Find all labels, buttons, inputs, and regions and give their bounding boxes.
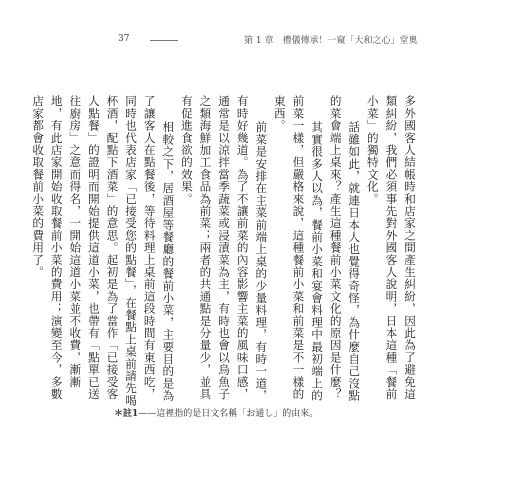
paragraph-continued: 多外國客人結帳時和店家之間產生糾紛，因此為了避免這類糾紛，我們必須事先對外國客人說明，日本這種「餐前小菜」的獨特文化。 [365,95,417,400]
footnote-marker: ＊註1 [114,409,139,419]
footnote-text: ——這裡指的是日文名稱「お通し」的由來。 [138,409,319,419]
paragraph: 其實很多人以為，餐前小菜和宴會料理中最初端上的前菜一樣，但嚴格來說，這種餐前小菜和前菜是不一樣的東西。 [272,95,325,402]
body-text [31,95,419,407]
paragraph: 話雖如此，就連日本人也覺得奇怪，為什麼自己沒點的菜會端上桌來？產生這種餐前小菜文化的原因是什麼？ [328,95,362,402]
footnote [114,406,318,419]
paragraph: 前菜是安排在主菜前端上桌的少量料理，有時一道，有時好幾道。為了不讓前菜的內容影響主菜的風味口感，通常是以涼拌當季蔬菜或浸漬菜為主，有時也會以烏魚子之類海鮮加工食品為前菜；兩者的共通點是分量少，並具有促進食欲的效果。 [179,95,269,402]
page-number: 37 [118,34,130,44]
paragraph: 相較之下，居酒屋等餐廳的餐前小菜，主要目的是為了讓客人在點餐後，等待料理上桌前這段時間有東西吃，同時也代表店家「已接受您的點餐」，在餐點上桌前請先喝杯酒，配點下酒菜」的意思。起初是為了當作「已接受客人點餐」的證明而開始提供這道小菜，也帶有「點單已送往廚房」之意而得名，一開始這道小菜並不收費，漸漸地，有此店家開始收取餐前小菜的費用；演變至今，多數店家都會收取餐前小菜的費用了。 [31,95,176,407]
header-divider [150,40,178,41]
chapter-running-header: 第 1 章 禮儀傳承！一窺「大和之心」堂奧 [244,36,418,46]
